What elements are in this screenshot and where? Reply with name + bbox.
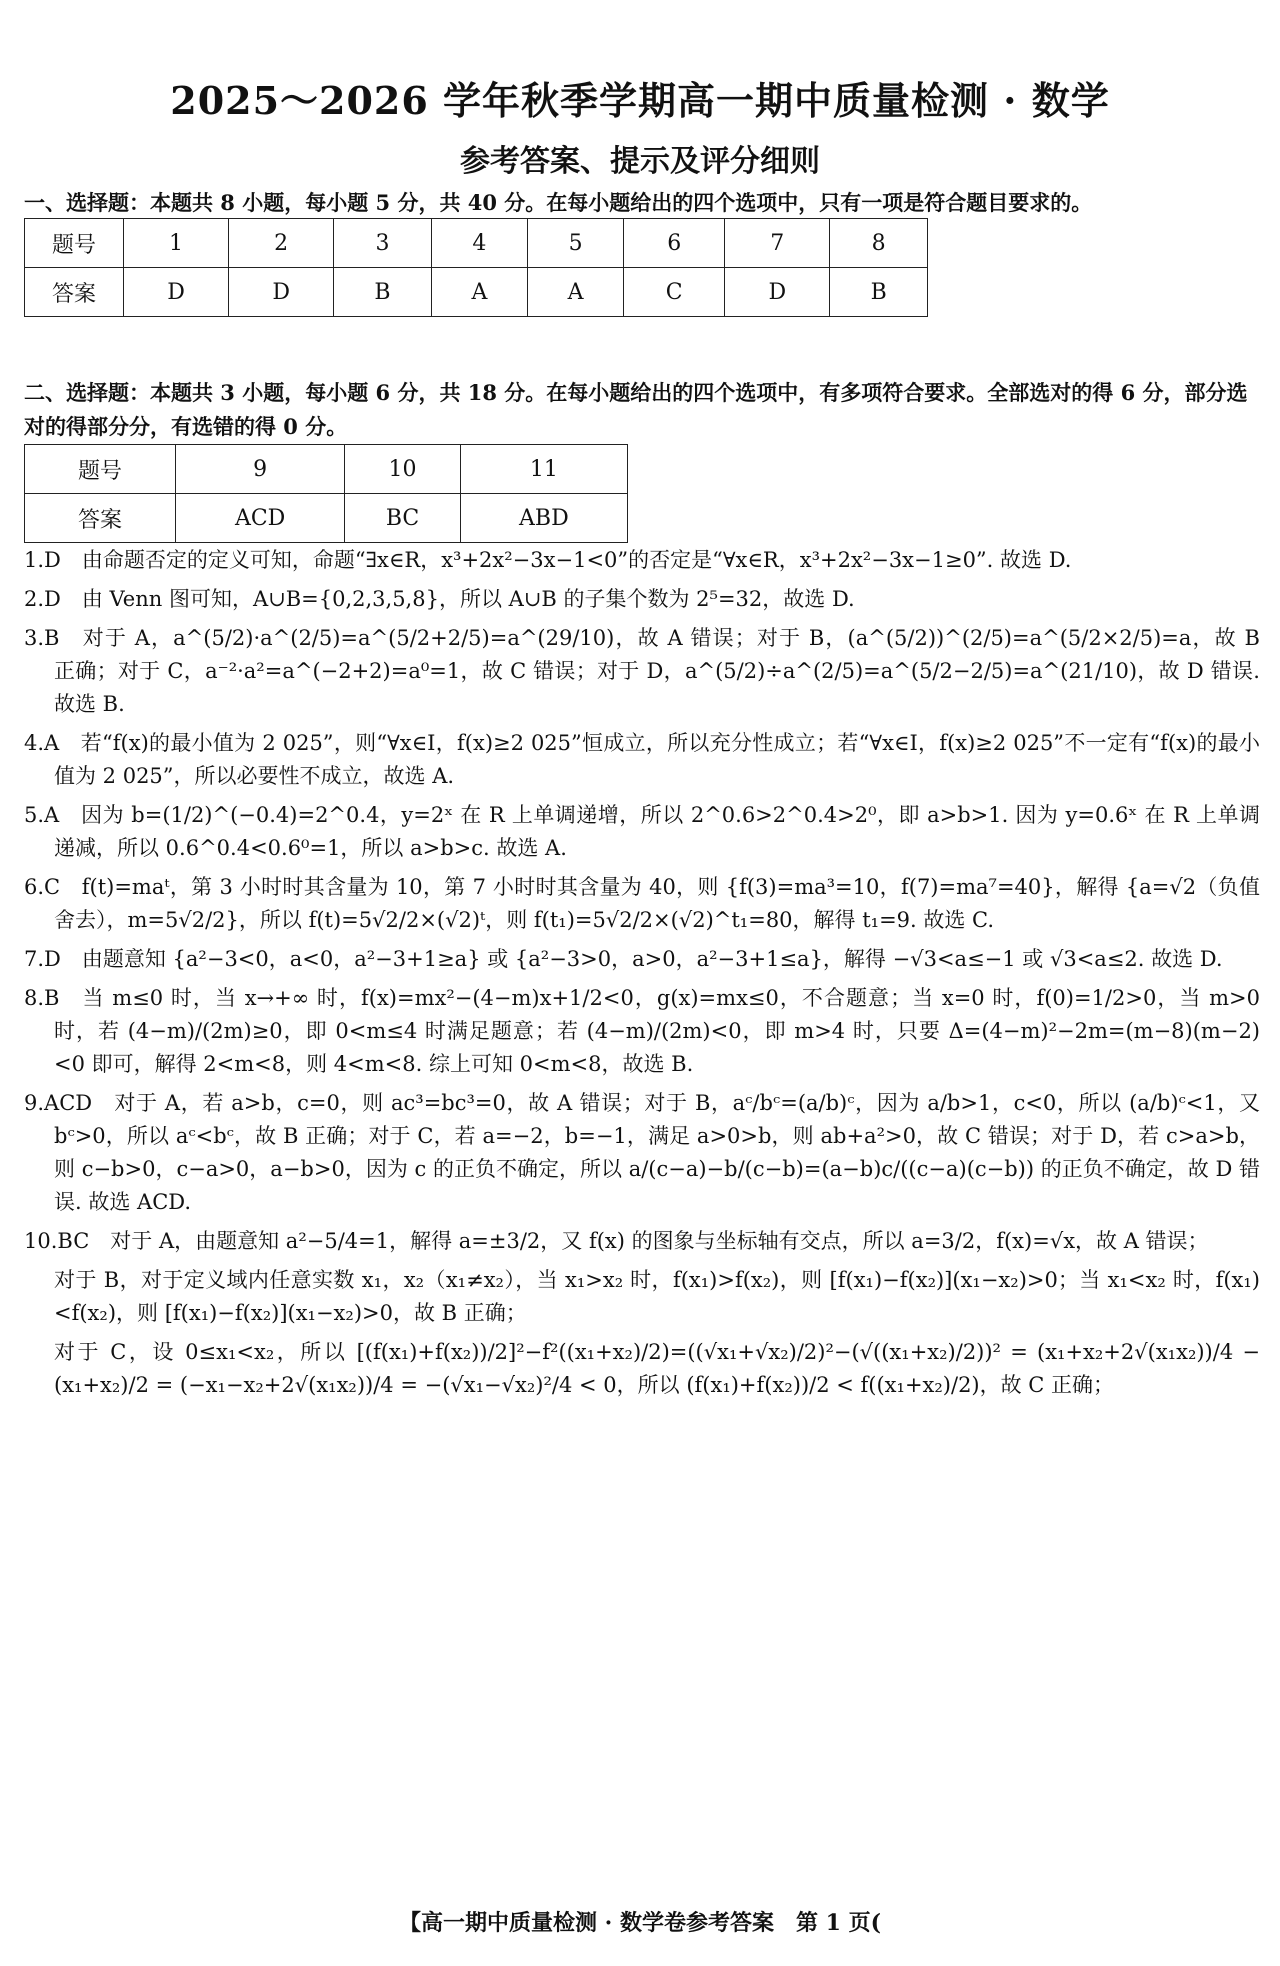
- table-cell: B: [830, 268, 928, 317]
- section1-heading: 一、选择题：本题共 8 小题，每小题 5 分，共 40 分。在每小题给出的四个选项中，只有一项是符合题目要求的。: [24, 190, 1093, 215]
- table-cell: 1: [124, 219, 229, 268]
- item-number: 1.D: [24, 548, 61, 572]
- item-text: 由题意知 {a²−3<0，a<0，a²−3+1≥a} 或 {a²−3>0，a>0，a²−3+1≤a}，解得 −√3<a≤−1 或 √3<a≤2. 故选 D.: [81, 947, 1223, 971]
- list-item: [24, 871, 1260, 937]
- item-text: 对于 A，若 a>b，c=0，则 ac³=bc³=0，故 A 错误；对于 B，aᶜ/bᶜ=(a/b)ᶜ，因为 a/b>1，c<0，所以 (a/b)ᶜ<1，又 bᶜ>0，所以 aᶜ<bᶜ，故 B 正确；对于 C，若 a=−2，b=−1，满足 a>0>b，则 ab+a²>0，故 C 错误；对于 D，若 c>a>b，则 c−b>0，c−a>0，a−b>0，因为 c 的正负不确定，所以 a/(c−a)−b/(c−b)=(a−b)c/((c−a)(c−b)) 的正负不确定，故 D 错误. 故选 ACD.: [54, 1091, 1261, 1214]
- item-text: 由 Venn 图可知，A∪B={0,2,3,5,8}，所以 A∪B 的子集个数为 2⁵=32，故选 D.: [81, 587, 855, 611]
- table-cell: 11: [460, 445, 627, 494]
- table-cell: 7: [725, 219, 830, 268]
- list-item: [24, 1264, 1260, 1330]
- item-text: 对于 A，由题意知 a²−5/4=1，解得 a=±3/2，又 f(x) 的图象与坐标轴有交点，所以 a=3/2，f(x)=√x，故 A 错误；: [110, 1229, 1209, 1253]
- item-text: 对于 B，对于定义域内任意实数 x₁，x₂（x₁≠x₂），当 x₁>x₂ 时，f(x₁)>f(x₂)，则 [f(x₁)−f(x₂)](x₁−x₂)>0；当 x₁<x₂ 时，f(x₁)<f(x₂)，则 [f(x₁)−f(x₂)](x₁−x₂)>0，故 B 正确；: [54, 1268, 1260, 1325]
- list-item: [24, 1336, 1260, 1402]
- page-footer: 【高一期中质量检测 · 数学卷参考答案 第 1 页(: [398, 1910, 881, 1936]
- item-number: 4.A: [24, 731, 60, 755]
- table-row: [25, 268, 928, 317]
- table-cell: 题号: [25, 219, 124, 268]
- item-text: 因为 b=(1/2)^(−0.4)=2^0.4，y=2ˣ 在 R 上单调递增，所以 2^0.6>2^0.4>2⁰，即 a>b>1. 因为 y=0.6ˣ 在 R 上单调递减，所以 0.6^0.4<0.6⁰=1，所以 a>b>c. 故选 A.: [54, 803, 1261, 860]
- page-title: 2025～2026 学年秋季学期高一期中质量检测 · 数学: [170, 78, 1110, 123]
- table-cell: 答案: [25, 494, 176, 543]
- list-item: [24, 982, 1260, 1081]
- item-text: 由命题否定的定义可知，命题“∃x∈R，x³+2x²−3x−1<0”的否定是“∀x∈R，x³+2x²−3x−1≥0”. 故选 D.: [81, 548, 1072, 572]
- section2-heading: 二、选择题：本题共 3 小题，每小题 6 分，共 18 分。在每小题给出的四个选项中，有多项符合要求。全部选对的得 6 分，部分选对的得部分分，有选错的得 0 分。: [24, 380, 1248, 439]
- item-text: 对于 C，设 0≤x₁<x₂，所以 [(f(x₁)+f(x₂))/2]²−f²((x₁+x₂)/2)=((√x₁+√x₂)/2)²−(√((x₁+x₂)/2))² = (x₁+x₂+2√(x₁x₂))/4 − (x₁+x₂)/2 = (−x₁−x₂+2√(x₁x₂))/4 = −(√x₁−√x₂)²/4 < 0，所以 (f(x₁)+f(x₂))/2 < f((x₁+x₂)/2)，故 C 正确；: [54, 1340, 1260, 1397]
- page-subtitle: 参考答案、提示及评分细则: [460, 144, 820, 179]
- list-item: [24, 1225, 1260, 1258]
- table-row: [25, 445, 628, 494]
- table-cell: 10: [345, 445, 461, 494]
- item-number: 10.BC: [24, 1229, 90, 1253]
- table-cell: ACD: [176, 494, 345, 543]
- table-cell: D: [124, 268, 229, 317]
- table-row: [25, 219, 928, 268]
- table-row: [25, 494, 628, 543]
- item-number: 7.D: [24, 947, 61, 971]
- table-cell: A: [528, 268, 624, 317]
- item-text: f(t)=maᵗ，第 3 小时时其含量为 10，第 7 小时时其含量为 40，则 {f(3)=ma³=10，f(7)=ma⁷=40}，解得 {a=√2（负值舍去），m=5√2/2}，所以 f(t)=5√2/2×(√2)ᵗ，则 f(t₁)=5√2/2×(√2)^t₁=80，解得 t₁=9. 故选 C.: [54, 875, 1260, 932]
- table-cell: 6: [624, 219, 725, 268]
- section1-answer-table: [24, 218, 928, 317]
- table-cell: 4: [431, 219, 527, 268]
- section2-answer-table: [24, 444, 628, 543]
- table-cell: 题号: [25, 445, 176, 494]
- item-number: 3.B: [24, 626, 60, 650]
- item-number: 6.C: [24, 875, 61, 899]
- table-cell: C: [624, 268, 725, 317]
- table-cell: 5: [528, 219, 624, 268]
- table-cell: ABD: [460, 494, 627, 543]
- item-text: 对于 A，a^(5/2)·a^(2/5)=a^(5/2+2/5)=a^(29/10)，故 A 错误；对于 B，(a^(5/2))^(2/5)=a^(5/2×2/5)=a，故 B 正确；对于 C，a⁻²·a²=a^(−2+2)=a⁰=1，故 C 错误；对于 D，a^(5/2)÷a^(2/5)=a^(5/2−2/5)=a^(21/10)，故 D 错误. 故选 B.: [54, 626, 1260, 716]
- list-item: [24, 727, 1260, 793]
- item-number: 2.D: [24, 587, 61, 611]
- item-number: 9.ACD: [24, 1091, 93, 1115]
- list-item: [24, 622, 1260, 721]
- list-item: [24, 943, 1260, 976]
- list-item: [24, 799, 1260, 865]
- table-cell: 8: [830, 219, 928, 268]
- table-cell: 答案: [25, 268, 124, 317]
- item-text: 若“f(x)的最小值为 2 025”，则“∀x∈I，f(x)≥2 025”恒成立，所以充分性成立；若“∀x∈I，f(x)≥2 025”不一定有“f(x)的最小值为 2 025”，所以必要性不成立，故选 A.: [54, 731, 1261, 788]
- item-text: 当 m≤0 时，当 x→+∞ 时，f(x)=mx²−(4−m)x+1/2<0，g(x)=mx≤0，不合题意；当 x=0 时，f(0)=1/2>0，当 m>0 时，若 (4−m)/(2m)≥0，即 0<m≤4 时满足题意；若 (4−m)/(2m)<0，即 m>4 时，只要 Δ=(4−m)²−2m=(m−8)(m−2)<0 即可，解得 2<m<8，则 4<m<8. 综上可知 0<m<8，故选 B.: [54, 986, 1260, 1076]
- table-cell: BC: [345, 494, 461, 543]
- table-cell: D: [229, 268, 334, 317]
- list-item: [24, 1087, 1260, 1219]
- table-cell: 2: [229, 219, 334, 268]
- solutions-list: [24, 544, 1260, 1408]
- list-item: [24, 583, 1260, 616]
- item-number: 5.A: [24, 803, 60, 827]
- table-cell: 9: [176, 445, 345, 494]
- item-number: 8.B: [24, 986, 60, 1010]
- table-cell: D: [725, 268, 830, 317]
- table-cell: A: [431, 268, 527, 317]
- table-cell: 3: [334, 219, 432, 268]
- list-item: [24, 544, 1260, 577]
- table-cell: B: [334, 268, 432, 317]
